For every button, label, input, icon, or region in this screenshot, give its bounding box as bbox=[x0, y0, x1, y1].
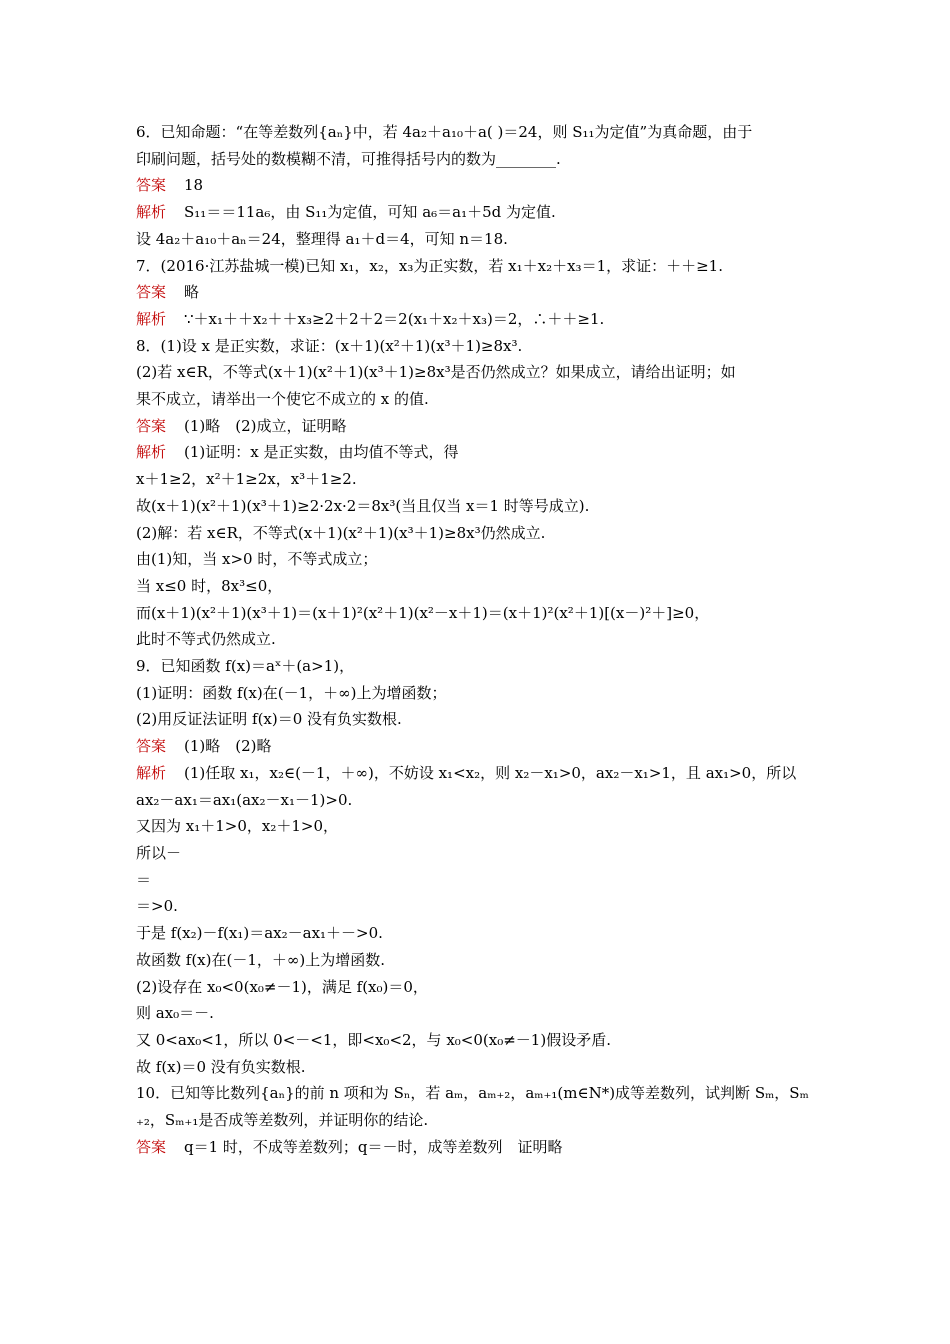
text-line bbox=[136, 760, 816, 787]
line-text: ax₂－ax₁＝ax₁(ax₂－x₁－1)>0. bbox=[136, 790, 353, 809]
line-text: (1)略 (2)略 bbox=[184, 737, 272, 756]
text-line bbox=[136, 867, 816, 894]
line-text: 9．已知函数 f(x)＝aˣ＋(a>1)， bbox=[136, 657, 355, 676]
line-text: 故 f(x)＝0 没有负实数根. bbox=[136, 1057, 306, 1076]
line-text: 此时不等式仍然成立. bbox=[136, 630, 276, 649]
text-line bbox=[136, 413, 816, 440]
text-line bbox=[136, 119, 816, 146]
line-text: (2)解：若 x∈R，不等式(x＋1)(x²＋1)(x³＋1)≥8x³仍然成立. bbox=[136, 523, 546, 542]
text-line bbox=[136, 439, 816, 466]
text-line bbox=[136, 333, 816, 360]
line-text: S₁₁＝＝11a₆，由 S₁₁为定值，可知 a₆＝a₁＋5d 为定值. bbox=[184, 203, 556, 222]
text-line bbox=[136, 306, 816, 333]
line-text: 设 4a₂＋a₁₀＋aₙ＝24，整理得 a₁＋d＝4，可知 n＝18. bbox=[136, 229, 508, 248]
text-line bbox=[136, 386, 816, 413]
text-line bbox=[136, 253, 816, 280]
text-line bbox=[136, 1027, 816, 1054]
text-line bbox=[136, 653, 816, 680]
line-text: 7．(2016·江苏盐城一模)已知 x₁，x₂，x₃为正实数，若 x₁＋x₂＋x₃＝1，求证：＋＋≥1. bbox=[136, 256, 723, 275]
line-text: 由(1)知，当 x>0 时，不等式成立； bbox=[136, 550, 378, 569]
answer-label: 解析 bbox=[136, 763, 167, 782]
text-line bbox=[136, 947, 816, 974]
line-text: 6．已知命题：“在等差数列{aₙ}中，若 4a₂＋a₁₀＋a( )＝24，则 S₁₁为定值”为真命题，由于 bbox=[136, 123, 753, 141]
line-text: 故(x＋1)(x²＋1)(x³＋1)≥2·2x·2＝8x³(当且仅当 x＝1 时等号成立). bbox=[136, 496, 590, 515]
answer-label: 解析 bbox=[136, 309, 167, 328]
document-page bbox=[136, 119, 816, 1160]
text-line bbox=[136, 893, 816, 920]
text-line bbox=[136, 600, 816, 627]
line-text: (1)证明：函数 f(x)在(－1，＋∞)上为增函数； bbox=[136, 683, 447, 702]
line-text: 18 bbox=[184, 176, 204, 195]
line-text: 10．已知等比数列{aₙ}的前 n 项和为 Sₙ，若 aₘ，aₘ₊₂，aₘ₊₁(m∈N*)成等差数列，试判断 Sₘ，Sₘ bbox=[136, 1084, 809, 1103]
line-text: ＝ bbox=[136, 870, 152, 889]
text-line bbox=[136, 493, 816, 520]
text-line bbox=[136, 813, 816, 840]
text-line bbox=[136, 359, 816, 386]
text-line bbox=[136, 680, 816, 707]
text-line bbox=[136, 787, 816, 814]
line-text: 故函数 f(x)在(－1，＋∞)上为增函数. bbox=[136, 950, 385, 969]
text-line bbox=[136, 546, 816, 573]
line-text: (2)用反证法证明 f(x)＝0 没有负实数根. bbox=[136, 710, 402, 729]
line-text: (2)设存在 x₀<0(x₀≠－1)，满足 f(x₀)＝0， bbox=[136, 977, 428, 996]
text-line bbox=[136, 146, 816, 173]
line-text: 8．(1)设 x 是正实数，求证：(x＋1)(x²＋1)(x³＋1)≥8x³. bbox=[136, 336, 523, 355]
text-line bbox=[136, 1054, 816, 1081]
text-line bbox=[136, 1000, 816, 1027]
text-line bbox=[136, 974, 816, 1001]
line-text: 当 x≤0 时，8x³≤0， bbox=[136, 576, 283, 595]
answer-label: 解析 bbox=[136, 203, 167, 222]
answer-label: 答案 bbox=[136, 283, 167, 302]
line-text: (1)任取 x₁，x₂∈(－1，＋∞)，不妨设 x₁<x₂，则 x₂－x₁>0，ax₂－x₁>1，且 ax₁>0，所以 bbox=[184, 763, 797, 782]
text-line bbox=[136, 1107, 816, 1134]
line-text: 又 0<ax₀<1，所以 0<－<1，即<x₀<2，与 x₀<0(x₀≠－1)假设矛盾. bbox=[136, 1030, 611, 1049]
line-text: 略 bbox=[184, 283, 200, 302]
text-line bbox=[136, 1080, 816, 1107]
line-text: ＝>0. bbox=[136, 897, 178, 916]
text-line bbox=[136, 706, 816, 733]
line-text: 则 ax₀＝－. bbox=[136, 1004, 214, 1023]
text-line bbox=[136, 840, 816, 867]
line-text: ∵＋x₁＋＋x₂＋＋x₃≥2＋2＋2＝2(x₁＋x₂＋x₃)＝2，∴＋＋≥1. bbox=[184, 309, 605, 328]
text-line bbox=[136, 626, 816, 653]
text-line bbox=[136, 172, 816, 199]
text-line bbox=[136, 920, 816, 947]
line-text: 又因为 x₁＋1>0，x₂＋1>0， bbox=[136, 817, 339, 836]
line-text: 果不成立，请举出一个使它不成立的 x 的值. bbox=[136, 390, 429, 409]
answer-label: 答案 bbox=[136, 1137, 167, 1156]
answer-label: 答案 bbox=[136, 737, 167, 756]
text-line bbox=[136, 733, 816, 760]
answer-label: 答案 bbox=[136, 416, 167, 435]
text-line bbox=[136, 279, 816, 306]
line-text: ₊₂，Sₘ₊₁是否成等差数列，并证明你的结论. bbox=[136, 1111, 429, 1130]
line-text: 印刷问题，括号处的数模糊不清，可推得括号内的数为________. bbox=[136, 149, 561, 168]
line-text: (1)证明：x 是正实数，由均值不等式，得 bbox=[184, 443, 459, 462]
text-line bbox=[136, 199, 816, 226]
text-line bbox=[136, 1134, 816, 1161]
line-text: (2)若 x∈R，不等式(x＋1)(x²＋1)(x³＋1)≥8x³是否仍然成立？如果成立，请给出证明；如 bbox=[136, 363, 736, 382]
line-text: x＋1≥2，x²＋1≥2x，x³＋1≥2. bbox=[136, 470, 357, 489]
answer-label: 答案 bbox=[136, 176, 167, 195]
text-line bbox=[136, 226, 816, 253]
answer-label: 解析 bbox=[136, 443, 167, 462]
text-line bbox=[136, 573, 816, 600]
line-text: (1)略 (2)成立，证明略 bbox=[184, 416, 347, 435]
line-text: 而(x＋1)(x²＋1)(x³＋1)＝(x＋1)²(x²＋1)(x²－x＋1)＝(x＋1)²(x²＋1)[(x－)²＋]≥0， bbox=[136, 603, 710, 622]
line-text: q＝1 时，不成等差数列；q＝－时，成等差数列 证明略 bbox=[184, 1137, 563, 1156]
line-text: 所以－ bbox=[136, 843, 182, 862]
text-line bbox=[136, 520, 816, 547]
line-text: 于是 f(x₂)－f(x₁)＝ax₂－ax₁＋－>0. bbox=[136, 924, 383, 943]
text-line bbox=[136, 466, 816, 493]
